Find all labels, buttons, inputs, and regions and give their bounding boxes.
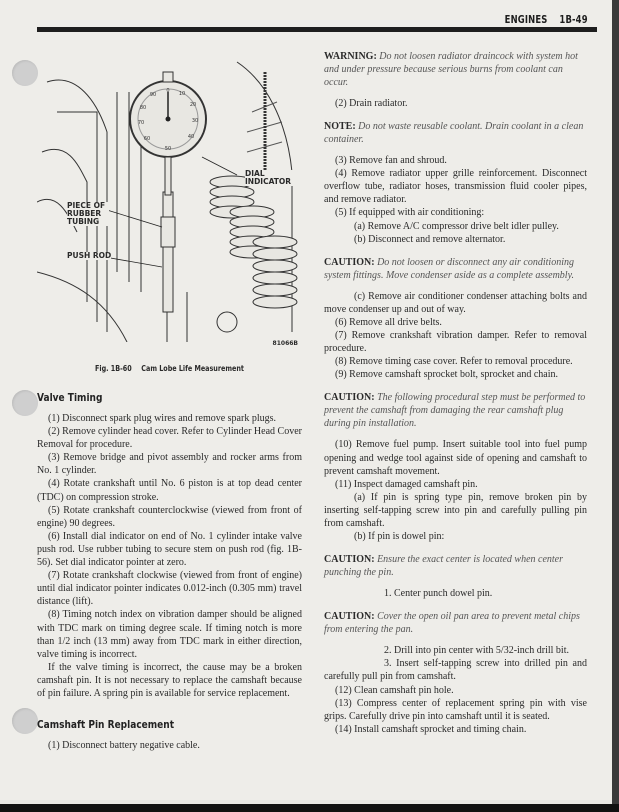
caption-number: Fig. 1B-60 [95,364,132,373]
vt-step-3: (3) Remove bridge and pivot assembly and rocker arms from No. 1 cylinder. [37,452,302,477]
step-11: (11) Inspect damaged camshaft pin. [335,478,478,490]
note-label: NOTE: [324,121,356,133]
label-push-rod: PUSH ROD [67,251,112,260]
caption-title: Cam Lobe Life Measurement [141,364,244,373]
step-14: (14) Install camshaft sprocket and timing chain. [335,723,527,735]
vt-step-4: (4) Rotate crankshaft until No. 6 piston is at top dead center (TDC) on compression stroke. [37,478,302,503]
pin-step-1: (1) Disconnect battery negative cable. [48,740,200,752]
dowel-step-1: 1. Center punch dowel pin. [384,588,493,600]
caution-label: CAUTION: [324,392,375,404]
warning-notice [324,50,587,89]
push-rod [163,192,173,312]
step-12: (12) Clean camshaft pin hole. [335,684,454,696]
caution-label: CAUTION: [324,256,375,268]
figure-caption [64,364,276,373]
step-5a: (a) Remove A/C compressor drive belt idler pulley. [354,220,559,232]
heading-camshaft-pin: Camshaft Pin Replacement [37,718,175,732]
figure-cam-lobe [37,42,302,352]
caution-notice-1 [324,256,587,282]
step-6: (6) Remove all drive belts. [335,316,442,328]
page-header [493,13,588,26]
vt-step-1: (1) Disconnect spark plug wires and remove spark plugs. [48,413,276,424]
figure-id: 81066B [272,340,298,347]
binder-hole-middle [12,390,38,416]
warning-text: Do not loosen radiator draincock with system hot and under pressure because serious burns from coolant can occur. [324,51,578,88]
step-8: (8) Remove timing case cover. Refer to removal procedure. [335,356,573,368]
scan-bottom-border [0,804,619,812]
step-3: (3) Remove fan and shroud. [335,155,447,167]
section-title: ENGINES [504,13,548,26]
label-dial-indicator: DIAL INDICATOR [245,170,302,186]
vt-note: If the valve timing is incorrect, the cause may be a broken camshaft pin. It is not necessary to replace the camshaft because of pin failure. A spring pin is available for service replacement. [37,661,302,699]
vt-step-6: (6) Install dial indicator on end of No. 1 cylinder intake valve push rod. Use rubber tubing to secure stem on push rod (fig. 1B-56). Set dial indicator pointer at zero. [37,530,302,569]
dowel-step-3: 3. Insert self-tapping screw into drilled pin and carefully pull pin from camshaft. [324,658,587,683]
vt-step-2: (2) Remove cylinder head cover. Refer to Cylinder Head Cover Removal for procedure. [37,426,302,451]
svg-text:30: 30 [191,118,199,124]
step-10: (10) Remove fuel pump. Insert suitable tool into fuel pump opening and wedge tool against side of opening and camshaft to prevent camshaft movement. [324,439,587,477]
step-13: (13) Compress center of replacement spring pin with vise grips. Carefully drive pin into camshaft until it is seated. [324,697,587,722]
vt-step-7: (7) Rotate crankshaft clockwise (viewed from front of engine) until dial indicator pointer indicates 0.012-inch (0.305 mm) travel distance (lift). [37,570,302,608]
svg-text:50: 50 [164,146,172,152]
step-9: (9) Remove camshaft sprocket bolt, sprocket and chain. [335,369,558,381]
caution-notice-3 [324,553,587,579]
step-5b: (b) Disconnect and remove alternator. [354,233,506,245]
svg-text:60: 60 [143,136,151,142]
page-number: 1B-49 [559,13,588,26]
right-column [324,50,587,736]
caution-notice-2 [324,391,587,430]
heading-valve-timing: Valve Timing [37,391,103,404]
svg-text:90: 90 [149,92,157,98]
step-5c: (c) Remove air conditioner condenser attaching bolts and move condenser up and out of way. [324,290,587,315]
vt-step-8: (8) Timing notch index on vibration damper should be aligned with TDC mark on timing degree scale. If timing notch is more than 1/2 inch (13 mm) away from TDC mark in either direction, valve timing is incorrect. [37,609,302,660]
step-11a: (a) If pin is spring type pin, remove broken pin by inserting self-tapping screw into pin and carefully pulling pin from camshaft. [324,491,587,529]
caution-notice-4 [324,610,587,636]
step-7: (7) Remove crankshaft vibration damper. Refer to removal procedure. [324,330,587,355]
step-2: (2) Drain radiator. [335,98,408,109]
caution-label: CAUTION: [324,554,375,566]
svg-text:70: 70 [137,120,145,126]
svg-text:10: 10 [178,91,186,97]
note-text: Do not waste reusable coolant. Drain coolant in a clean container. [324,121,584,146]
svg-text:20: 20 [189,102,197,108]
page-edge-shadow [612,0,619,812]
binder-hole-bottom [12,708,38,734]
left-column [37,42,302,752]
caution-text: Do not loosen or disconnect any air conditioning system fittings. Move condenser aside as a complete assembly. [324,256,574,281]
valve-springs [210,176,297,308]
step-4: (4) Remove radiator upper grille reinforcement. Disconnect overflow tube, radiator hoses, transmission fluid cooler pipes, and remove radiator. [324,168,587,206]
caution-text: The following procedural step must be performed to prevent the camshaft from damaging the rear camshaft plug during pin installation. [324,392,586,430]
dowel-step-2: 2. Drill into pin center with 5/32-inch drill bit. [384,645,569,657]
header-rule [37,27,597,32]
note-notice [324,120,587,146]
caution-text: Cover the open oil pan area to prevent metal chips from entering the pan. [324,611,580,636]
step-5: (5) If equipped with air conditioning: [335,207,485,219]
label-rubber-tubing: PIECE OF RUBBER TUBING [67,202,109,226]
rubber-tubing [161,217,175,247]
svg-text:80: 80 [139,105,147,111]
caution-label: CAUTION: [324,611,375,623]
step-11b: (b) If pin is dowel pin: [354,531,445,543]
caution-text: Ensure the exact center is located when center punching the pin. [324,554,564,579]
vt-step-5: (5) Rotate crankshaft counterclockwise (viewed from front of engine) 90 degrees. [37,504,302,529]
svg-text:0: 0 [166,88,170,94]
binder-hole-top [12,60,38,86]
warning-label: WARNING: [324,51,377,62]
svg-text:40: 40 [187,134,195,140]
engine-illustration [37,42,302,342]
